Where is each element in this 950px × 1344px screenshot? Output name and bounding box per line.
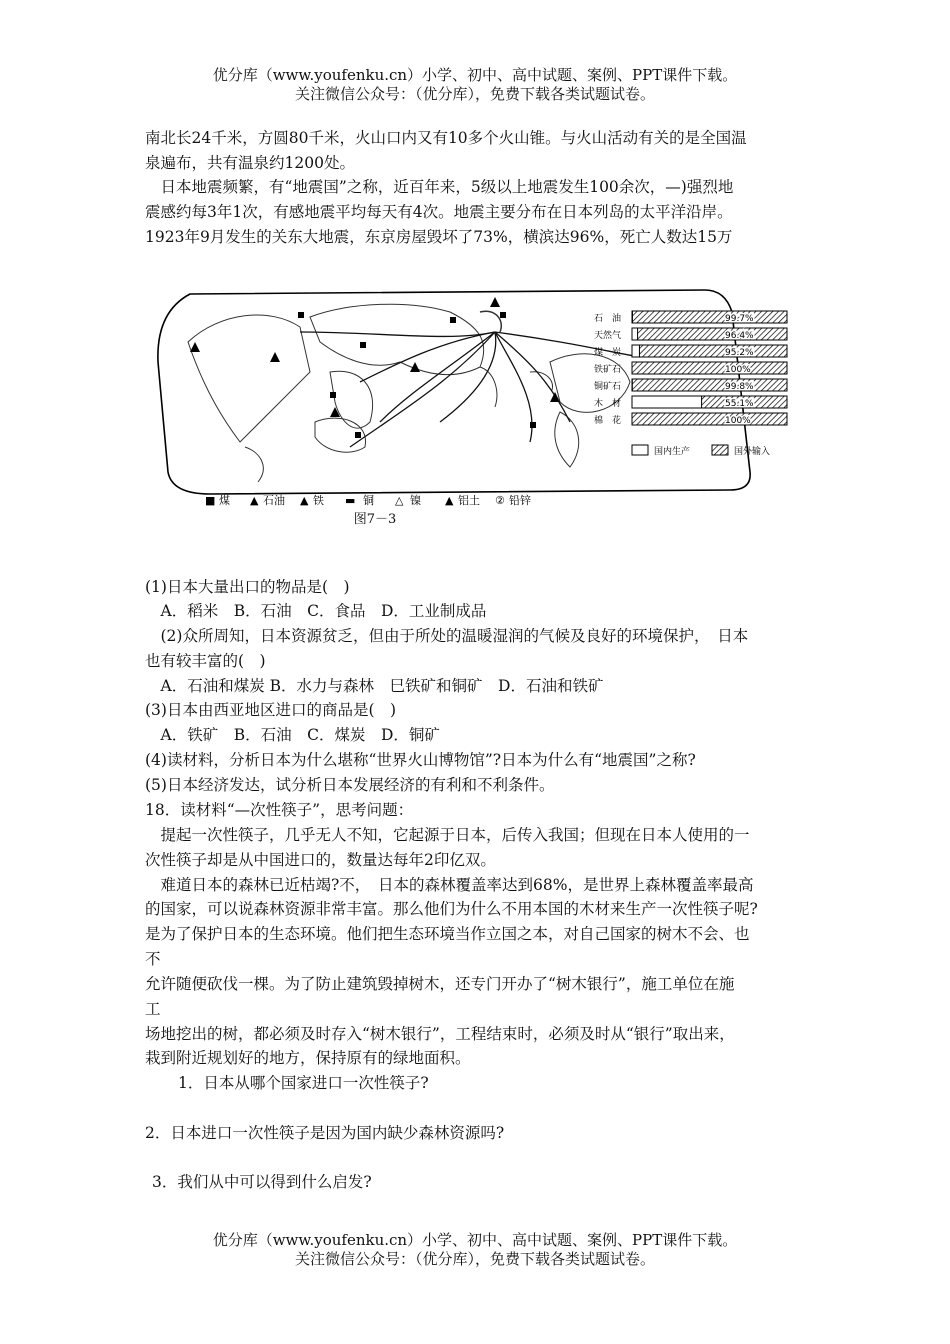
bar-imported	[639, 345, 787, 357]
legend-bauxite: ▲	[445, 494, 454, 507]
question-line: A．稻米 B．石油 C．食品 D．工业制成品	[145, 602, 487, 620]
question-line: (5)日本经济发达，试分析日本发展经济的有利和不利条件。	[145, 776, 555, 794]
bar-value-label: 100%	[725, 416, 751, 426]
q18-line: 栽到附近规划好的地方，保持原有的绿地面积。	[145, 1049, 471, 1067]
resource-import-chart	[592, 305, 802, 465]
resource-markers	[190, 297, 560, 438]
category-label: 木 材	[594, 399, 622, 409]
intro-line: 震感约每3年1次，有感地震平均每天有4次。地震主要分布在日本列岛的太平洋沿岸。	[145, 203, 733, 221]
category-label: 棉 花	[594, 416, 622, 426]
sub-question: 2．日本进口一次性筷子是因为国内缺少森林资源吗?	[145, 1124, 505, 1142]
category-label: 石 油	[594, 314, 622, 324]
legend-domestic-swatch	[632, 445, 648, 455]
intro-line: 1923年9月发生的关东大地震，东京房屋毁坏了73%，横滨达96%，死亡人数达15万	[145, 228, 733, 246]
header-line-1: 优分库（www.youfenku.cn）小学、初中、高中试题、案例、PPT课件下载。	[212, 66, 738, 84]
category-label: 铁矿石	[594, 365, 622, 375]
category-label: 铜矿石	[594, 382, 622, 392]
bar-value-label: 99.7%	[725, 314, 754, 324]
bar-imported	[632, 379, 787, 391]
q18-line: 允许随便砍伐一棵。为了防止建筑毁掉树木，还专门开办了“树木银行”，施工单位在施	[145, 975, 735, 993]
question-line: (3)日本由西亚地区进口的商品是( )	[145, 701, 397, 719]
legend-domestic-label: 国内生产	[654, 447, 691, 457]
shipping-routes	[300, 332, 640, 447]
q18-line: 次性筷子却是从中国进口的，数量达每年2印亿双。	[145, 851, 496, 869]
legend-iron-label: 铁	[313, 494, 324, 507]
question-line: (4)读材料，分析日本为什么堪称“世界火山博物馆”?日本为什么有“地震国”之称?	[145, 751, 696, 769]
category-label: 煤 炭	[594, 348, 622, 358]
intro-line: 南北长24千米，方圆80千米，火山口内又有10多个火山锥。与火山活动有关的是全国温	[145, 129, 747, 147]
q18-line: 不	[145, 950, 161, 968]
bar-imported	[632, 311, 787, 323]
q18-line: 提起一次性筷子，几乎无人不知，它起源于日本，后传入我国；但现在日本人使用的一	[145, 826, 750, 844]
bar-value-label: 55.1%	[725, 399, 754, 409]
category-label: 天然气	[594, 331, 622, 341]
legend-leadzinc-label: 铅锌	[509, 494, 531, 507]
legend-leadzinc: ②	[495, 494, 505, 507]
bar-value-label: 96.4%	[725, 331, 754, 341]
footer-line-2: 关注微信公众号：（优分库），免费下载各类试题试卷。	[294, 1250, 655, 1268]
legend-oil-label: 石油	[263, 494, 285, 507]
legend-copper-label: 铜	[363, 494, 374, 507]
sub-question: 1．日本从哪个国家进口一次性筷子?	[178, 1074, 429, 1092]
q18-line: 18．读材料“—次性筷子”，思考问题：	[145, 801, 414, 819]
header-line-2: 关注微信公众号：（优分库），免费下载各类试题试卷。	[294, 85, 655, 103]
footer-line-1: 优分库（www.youfenku.cn）小学、初中、高中试题、案例、PPT课件下载。	[212, 1231, 738, 1249]
q18-line: 是为了保护日本的生态环境。他们把生态环境当作立国之本，对自己国家的树木不会、也	[145, 925, 750, 943]
q18-line: 难道日本的森林已近枯竭?不， 日本的森林覆盖率达到68%，是世界上森林覆盖率最高	[145, 876, 754, 894]
legend-copper: ▬	[345, 494, 356, 507]
question-line: A．石油和煤炭 B．水力与森林 巳铁矿和铜矿 D．石油和铁矿	[145, 677, 604, 695]
intro-line: 日本地震频繁，有“地震国”之称，近百年来，5级以上地震发生100余次，—)强烈地	[145, 178, 734, 196]
bar-value-label: 99.8%	[725, 382, 754, 392]
bar-value-label: 100%	[725, 365, 751, 375]
bar-value-label: 95.2%	[725, 348, 754, 358]
legend-coal-label: 煤	[219, 494, 230, 507]
question-line: 也有较丰富的( )	[145, 652, 266, 670]
legend-imported-label: 国外输入	[734, 447, 771, 457]
bar-imported	[632, 362, 787, 374]
legend-bauxite-label: 铝土	[458, 494, 480, 507]
bar-imported	[638, 328, 787, 340]
figure-map-legend	[205, 490, 565, 510]
legend-nickel-label: 镍	[410, 494, 421, 507]
question-line: (1)日本大量出口的物品是( )	[145, 578, 350, 596]
legend-iron: ▲	[300, 494, 309, 507]
question-line: A．铁矿 B．石油 C．煤炭 D．铜矿	[145, 726, 440, 744]
legend-imported-swatch	[712, 445, 728, 455]
legend-coal: ■	[205, 494, 216, 507]
q18-line: 工	[145, 1000, 161, 1018]
legend-oil: ▲	[250, 494, 259, 507]
q18-line: 场地挖出的树，都必须及时存入“树木银行”，工程结束时，必须及时从“银行”取出来，	[145, 1025, 735, 1043]
q18-line: 的国家，可以说森林资源非常丰富。那么他们为什么不用本国的木材来生产一次性筷子呢?	[145, 900, 758, 918]
figure-caption: 图7－3	[353, 512, 397, 527]
bar-imported	[632, 413, 787, 425]
question-line: (2)众所周知，日本资源贫乏，但由于所处的温暖湿润的气候及良好的环境保护， 日本	[145, 627, 749, 645]
sub-question: 3．我们从中可以得到什么启发?	[152, 1173, 372, 1191]
intro-line: 泉遍布，共有温泉约1200处。	[145, 154, 355, 172]
legend-nickel: △	[395, 494, 404, 507]
